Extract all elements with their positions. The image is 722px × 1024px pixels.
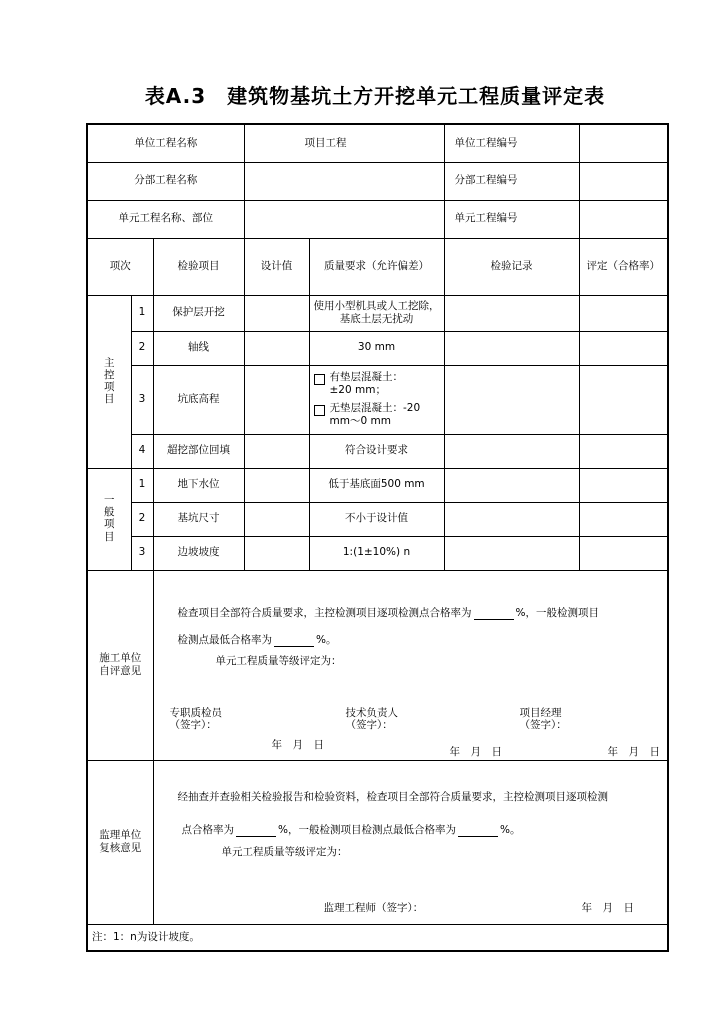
item-no: 3 <box>131 536 153 570</box>
requirement: 不小于设计值 <box>309 502 444 536</box>
tech-lead-signature[interactable]: 技术负责人 （签字）： <box>345 706 398 731</box>
element-name-value[interactable] <box>244 200 444 238</box>
record-cell[interactable] <box>444 365 579 434</box>
date-field[interactable]: 年 月 日 <box>271 738 324 751</box>
item-no: 4 <box>131 434 153 468</box>
requirement-options <box>309 365 444 434</box>
sub-project-name-value[interactable] <box>244 162 444 200</box>
design-value-cell[interactable] <box>244 468 309 502</box>
construction-line1: 检查项目全部符合质量要求，主控检测项目逐项检测点合格率为 %，一般检测项目 <box>177 606 599 619</box>
date-field[interactable]: 年 月 日 <box>607 745 660 758</box>
item-no: 1 <box>131 295 153 331</box>
option-with-cushion: 有垫层混凝土： ±20 mm； <box>310 369 444 399</box>
item-name: 轴线 <box>153 331 244 365</box>
unit-project-code-label: 单位工程编号 <box>444 124 579 162</box>
sub-project-name-label: 分部工程名称 <box>87 162 244 200</box>
element-code-label: 单元工程编号 <box>444 200 579 238</box>
supervision-opinion-area <box>153 760 668 924</box>
general-pass-rate-field[interactable] <box>458 825 498 837</box>
construction-line2: 检测点最低合格率为 %。 <box>177 633 337 646</box>
item-no: 3 <box>131 365 153 434</box>
main-pass-rate-field[interactable] <box>236 825 276 837</box>
design-value-cell[interactable] <box>244 536 309 570</box>
rating-cell[interactable] <box>579 295 668 331</box>
rating-cell[interactable] <box>579 365 668 434</box>
construction-opinion-label: 施工单位自评意见 <box>87 570 153 760</box>
main-pass-rate-field[interactable] <box>474 608 514 620</box>
item-name: 保护层开挖 <box>153 295 244 331</box>
record-cell[interactable] <box>444 295 579 331</box>
table-row <box>87 365 668 434</box>
item-name: 坑底高程 <box>153 365 244 434</box>
page-title: 表A.3 建筑物基坑土方开挖单元工程质量评定表 <box>144 84 606 108</box>
item-name: 基坑尺寸 <box>153 502 244 536</box>
item-name: 地下水位 <box>153 468 244 502</box>
table-row <box>87 434 668 468</box>
design-value-cell[interactable] <box>244 331 309 365</box>
design-value-cell[interactable] <box>244 365 309 434</box>
quality-assessment-table <box>86 123 669 952</box>
checkbox[interactable] <box>314 405 325 416</box>
requirement: 低于基底面500 mm <box>309 468 444 502</box>
requirement: 30 mm <box>309 331 444 365</box>
rating-cell[interactable] <box>579 502 668 536</box>
table-row <box>87 331 668 365</box>
general-pass-rate-field[interactable] <box>274 635 314 647</box>
table-row <box>87 536 668 570</box>
unit-project-code-value[interactable] <box>579 124 668 162</box>
item-name: 超挖部位回填 <box>153 434 244 468</box>
col-inspection-item: 检验项目 <box>153 238 244 295</box>
unit-project-name-value[interactable]: 项目工程 <box>244 124 444 162</box>
footnote: 注：1：n为设计坡度。 <box>87 924 668 951</box>
requirement: 使用小型机具或人工挖除，基底土层无扰动 <box>309 295 444 331</box>
col-item: 项次 <box>87 238 153 295</box>
element-name-label: 单元工程名称、部位 <box>87 200 244 238</box>
inspector-signature[interactable]: 专职质检员 （签字）： <box>169 706 222 731</box>
supervision-line1: 经抽查并查验相关检验报告和检验资料，检查项目全部符合质量要求，主控检测项目逐项检测 <box>177 790 608 803</box>
col-design-value: 设计值 <box>244 238 309 295</box>
rating-cell[interactable] <box>579 331 668 365</box>
col-quality-requirement: 质量要求（允许偏差） <box>309 238 444 295</box>
construction-grade-line: 单元工程质量等级评定为： <box>215 654 342 667</box>
supervision-line2: 点合格率为 %，一般检测项目检测点最低合格率为 %。 <box>181 823 521 836</box>
date-field[interactable]: 年 月 日 <box>449 745 502 758</box>
design-value-cell[interactable] <box>244 295 309 331</box>
rating-cell[interactable] <box>579 536 668 570</box>
record-cell[interactable] <box>444 468 579 502</box>
unit-project-name-label: 单位工程名称 <box>87 124 244 162</box>
construction-opinion-area <box>153 570 668 760</box>
requirement: 1:(1±10%) n <box>309 536 444 570</box>
main-items-group-label: 主控项目 <box>87 295 131 468</box>
design-value-cell[interactable] <box>244 502 309 536</box>
table-row <box>87 502 668 536</box>
table-row <box>87 295 668 331</box>
item-no: 1 <box>131 468 153 502</box>
element-code-value[interactable] <box>579 200 668 238</box>
supervision-grade-line: 单元工程质量等级评定为： <box>221 845 348 858</box>
rating-cell[interactable] <box>579 468 668 502</box>
col-rating: 评定（合格率） <box>579 238 668 295</box>
table-row <box>87 468 668 502</box>
col-inspection-record: 检验记录 <box>444 238 579 295</box>
record-cell[interactable] <box>444 536 579 570</box>
sub-project-code-label: 分部工程编号 <box>444 162 579 200</box>
item-no: 2 <box>131 502 153 536</box>
item-no: 2 <box>131 331 153 365</box>
project-manager-signature[interactable]: 项目经理 （签字）： <box>519 706 567 731</box>
supervision-opinion-label: 监理单位复核意见 <box>87 760 153 924</box>
item-name: 边坡坡度 <box>153 536 244 570</box>
option-without-cushion: 无垫层混凝土：-20 mm～0 mm <box>310 400 444 430</box>
requirement: 符合设计要求 <box>309 434 444 468</box>
supervisor-signature[interactable]: 监理工程师（签字）： <box>323 901 424 914</box>
sub-project-code-value[interactable] <box>579 162 668 200</box>
checkbox[interactable] <box>314 374 325 385</box>
date-field[interactable]: 年 月 日 <box>581 901 634 914</box>
record-cell[interactable] <box>444 331 579 365</box>
design-value-cell[interactable] <box>244 434 309 468</box>
record-cell[interactable] <box>444 502 579 536</box>
rating-cell[interactable] <box>579 434 668 468</box>
record-cell[interactable] <box>444 434 579 468</box>
general-items-group-label: 一般项目 <box>87 468 131 570</box>
